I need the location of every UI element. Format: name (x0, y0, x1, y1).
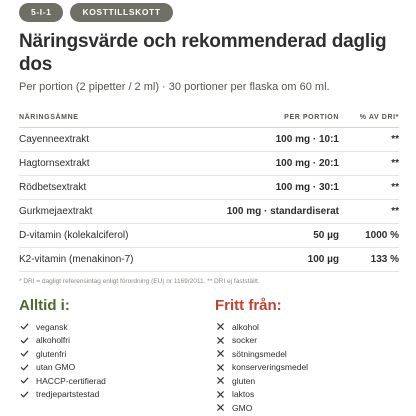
badge-code: 5-I-1 (19, 3, 63, 22)
page-title: Näringsvärde och rekommenderad daglig dos (19, 31, 387, 75)
check-icon (19, 362, 29, 372)
list-item (19, 347, 106, 361)
list-item (215, 347, 308, 361)
cell-nutrient: Cayenneextrakt (19, 134, 90, 145)
table-row (19, 200, 399, 224)
header-portion: PER PORTION (284, 114, 339, 121)
cross-icon (215, 376, 225, 386)
table-header (19, 108, 399, 128)
list-item-label: GMO (232, 402, 253, 413)
cross-icon (215, 389, 225, 399)
list-item-label: alkohol (232, 321, 259, 332)
list-item-label: alkoholfri (36, 335, 71, 346)
free-from-heading: Fritt från: (215, 297, 282, 314)
check-icon (19, 335, 29, 345)
cell-nutrient: Rödbetsextrakt (19, 182, 87, 193)
cross-icon (215, 335, 225, 345)
list-item-label: tredjepartstestad (36, 389, 100, 400)
list-item (215, 361, 308, 375)
free-from-section (215, 296, 308, 415)
list-item (19, 320, 106, 334)
table-row (19, 176, 399, 200)
table-row (19, 248, 399, 272)
cell-portion: 100 mg · 10:1 (275, 134, 339, 145)
free-from-list (215, 320, 308, 415)
list-item-label: HACCP-certifierad (36, 375, 106, 386)
cross-icon (215, 349, 225, 359)
list-item-label: laktos (232, 389, 255, 400)
cell-portion: 100 mg · 30:1 (275, 182, 339, 193)
list-item-label: vegansk (36, 321, 68, 332)
table-row (19, 224, 399, 248)
cell-dri: ** (391, 182, 399, 193)
list-item (215, 320, 308, 334)
badge-group (19, 3, 173, 22)
list-item (19, 334, 106, 348)
list-item (215, 388, 308, 402)
cell-nutrient: Gurkmejaextrakt (19, 206, 93, 217)
always-section (19, 296, 106, 401)
cell-dri: ** (391, 134, 399, 145)
cell-portion: 100 mg · 20:1 (275, 158, 339, 169)
list-item (215, 401, 308, 415)
list-item (19, 361, 106, 375)
cell-nutrient: K2-vitamin (menakinon-7) (19, 254, 134, 265)
cell-portion: 100 mg · standardiserat (226, 206, 339, 217)
list-item (19, 374, 106, 388)
cell-nutrient: Hagtornsextrakt (19, 158, 90, 169)
cell-portion: 100 µg (307, 254, 339, 265)
list-item-label: glutenfri (36, 348, 67, 359)
table-row (19, 152, 399, 176)
cell-dri: ** (391, 206, 399, 217)
cell-portion: 50 µg (313, 230, 339, 241)
list-item-label: konserveringsmedel (232, 362, 309, 373)
cross-icon (215, 362, 225, 372)
list-item-label: sötningsmedel (232, 348, 287, 359)
table-row (19, 128, 399, 152)
cell-dri: 1000 % (365, 230, 399, 241)
list-item-label: socker (232, 335, 258, 346)
list-item (215, 334, 308, 348)
cell-nutrient: D-vitamin (kolekalciferol) (19, 230, 129, 241)
check-icon (19, 376, 29, 386)
nutrition-table (19, 108, 399, 272)
check-icon (19, 349, 29, 359)
list-item-label: gluten (232, 375, 256, 386)
header-nutrient: NÄRINGSÄMNE (19, 114, 79, 121)
cell-dri: 133 % (370, 254, 399, 265)
cross-icon (215, 403, 225, 413)
list-item (215, 374, 308, 388)
page-subtitle: Per portion (2 pipetter / 2 ml) · 30 portioner per flaska om 60 ml. (19, 81, 330, 93)
check-icon (19, 322, 29, 332)
check-icon (19, 389, 29, 399)
cross-icon (215, 322, 225, 332)
badge-category: KOSTTILLSKOTT (70, 3, 172, 22)
list-item (19, 388, 106, 402)
list-item-label: utan GMO (36, 362, 76, 373)
always-list (19, 320, 106, 401)
always-heading: Alltid i: (19, 297, 70, 314)
cell-dri: ** (391, 158, 399, 169)
header-dri: % AV DRI* (359, 114, 399, 121)
footnote: * DRI = dagligt referensintag enligt förordning (EU) nr 1169/2011. ** DRI ej fastställt. (19, 278, 260, 285)
